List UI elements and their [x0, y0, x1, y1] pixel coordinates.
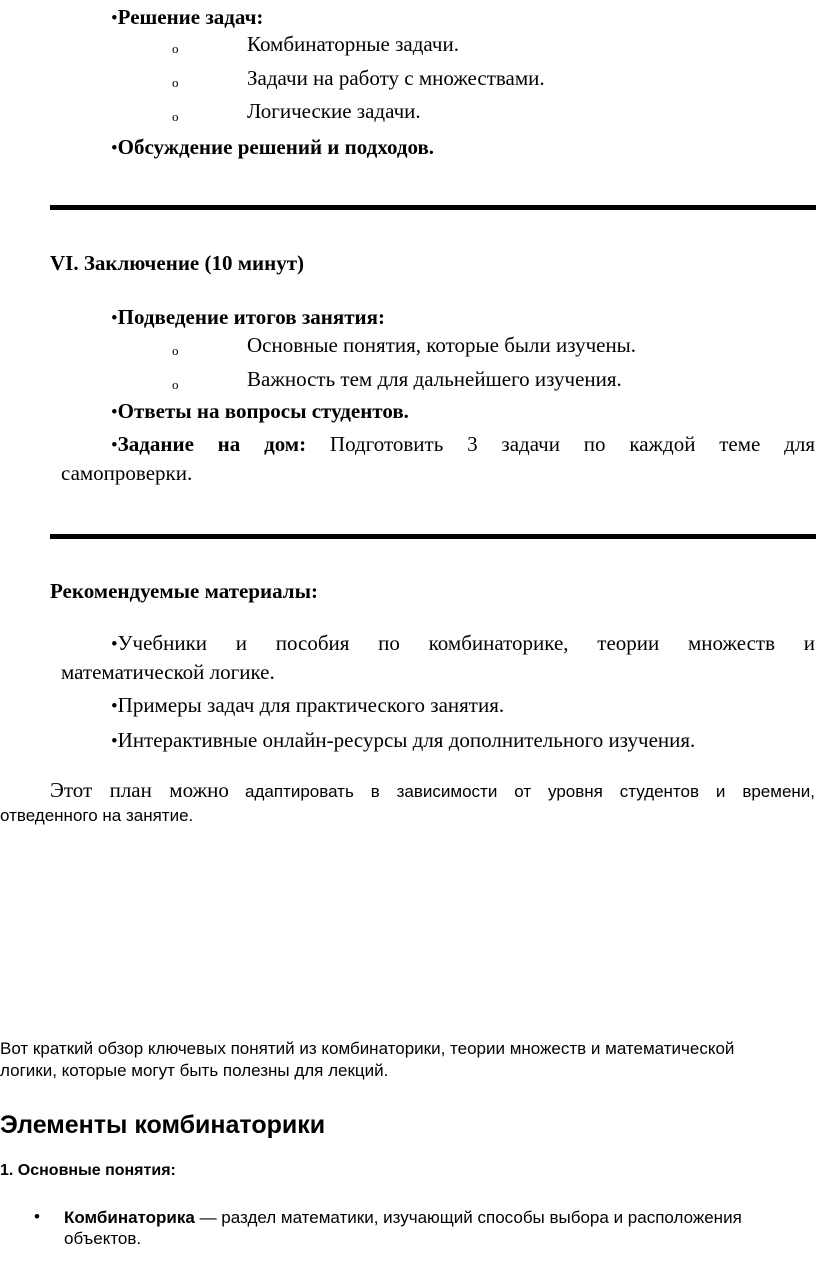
summary-heading: Подведение итогов занятия: [117, 305, 385, 329]
definition-item [64, 1207, 742, 1229]
conclusion-title: VI. Заключение (10 минут) [50, 251, 305, 275]
note-serif-part: Этот план можно [50, 778, 229, 802]
list-item-text: Комбинаторные задачи. [247, 32, 459, 56]
overview-intro: Вот краткий обзор ключевых понятий из комбинаторики, теории множеств и математической [0, 1039, 735, 1058]
horizontal-rule [50, 534, 816, 539]
list-item [172, 101, 179, 130]
sub-bullet: o [172, 109, 179, 124]
materials-item-text: Учебники и пособия по комбинаторике, теории множеств и [117, 631, 815, 655]
summary-heading-item [111, 304, 385, 332]
bullet: • [111, 696, 118, 717]
materials-item-cont: математической логике. [61, 660, 275, 684]
list-item-text: Основные понятия, которые были изучены. [247, 333, 637, 357]
discussion-item [111, 134, 434, 162]
bullet: • [111, 138, 118, 159]
homework-item [111, 431, 815, 459]
bullet: • [111, 8, 118, 29]
term: Комбинаторика [64, 1208, 195, 1227]
bullet: • [111, 731, 118, 752]
list-item [172, 33, 179, 62]
answers-text: Ответы на вопросы студентов. [117, 399, 409, 423]
materials-item-text: Интерактивные онлайн-ресурсы для дополнительного изучения. [117, 728, 696, 752]
note-paragraph-cont: отведенного на занятие. [0, 806, 194, 825]
homework-text-cont: самопроверки. [61, 461, 193, 485]
materials-item-text: Примеры задач для практического занятия. [117, 693, 505, 717]
list-item-text: Задачи на работу с множествами. [247, 66, 545, 90]
materials-title: Рекомендуемые материалы: [50, 579, 318, 603]
overview-bullet: • [34, 1207, 40, 1226]
bullet: • [111, 435, 118, 456]
answers-item [111, 398, 409, 426]
overview-intro-cont: логики, которые могут быть полезны для лекций. [0, 1061, 389, 1080]
note-sans-part: адаптировать в зависимости от уровня студентов и времени, [245, 782, 816, 801]
tasks-heading: Решение задач: [117, 5, 264, 29]
list-item-text: Важность тем для дальнейшего изучения. [247, 367, 622, 391]
definition-text-cont: объектов. [64, 1229, 142, 1248]
sub-bullet: o [172, 41, 179, 56]
horizontal-rule [50, 205, 816, 210]
bullet: • [111, 634, 118, 655]
list-item-text: Логические задачи. [247, 99, 421, 123]
tasks-heading-item [111, 4, 263, 32]
note-paragraph [50, 777, 815, 806]
bullet: • [111, 308, 118, 329]
materials-item [111, 692, 504, 720]
definition-text: — раздел математики, изучающий способы выбора и расположения [194, 1208, 742, 1227]
overview-subheading: 1. Основные понятия: [0, 1162, 176, 1179]
materials-item [111, 727, 695, 755]
sub-bullet: o [172, 343, 179, 358]
materials-item [111, 630, 815, 658]
discussion-text: Обсуждение решений и подходов. [117, 135, 435, 159]
overview-heading: Элементы комбинаторики [0, 1111, 326, 1139]
list-item [172, 335, 179, 364]
homework-text: Подготовить 3 задачи по каждой теме для [329, 432, 815, 456]
homework-label: Задание на дом: [117, 432, 307, 456]
bullet: • [111, 402, 118, 423]
list-item [172, 67, 179, 96]
sub-bullet: o [172, 75, 179, 90]
list-item [172, 369, 179, 398]
sub-bullet: o [172, 377, 179, 392]
